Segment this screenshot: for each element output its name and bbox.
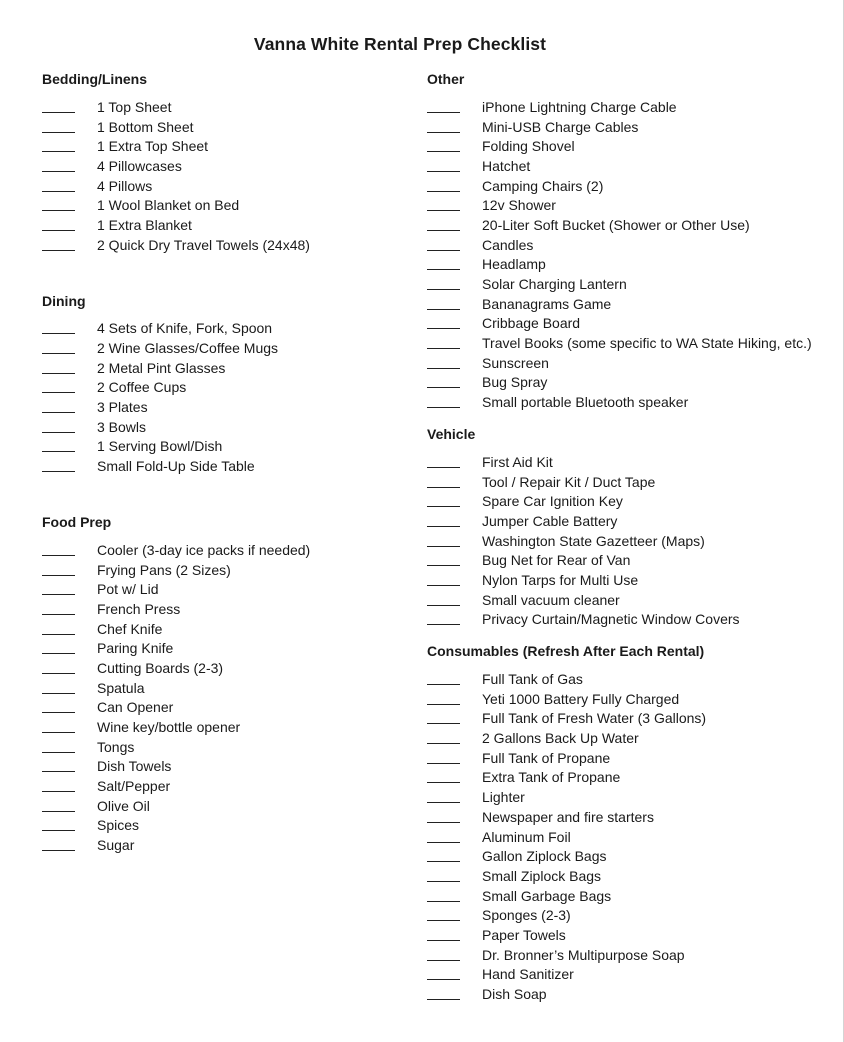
checkbox-blank-line[interactable] xyxy=(427,968,460,980)
checklist-item xyxy=(42,579,412,599)
checkbox-blank-line[interactable] xyxy=(427,613,460,625)
checklist-item xyxy=(42,456,412,476)
checklist-item-label: Extra Tank of Propane xyxy=(482,769,621,786)
checkbox-blank-line[interactable] xyxy=(42,342,75,354)
checklist-item xyxy=(42,599,412,619)
checklist-item xyxy=(42,136,412,156)
checklist-item xyxy=(42,235,412,255)
checkbox-blank-line[interactable] xyxy=(427,456,460,468)
checklist-item-label: 4 Pillows xyxy=(97,177,153,194)
checklist-item-label: Tool / Repair Kit / Duct Tape xyxy=(482,473,656,490)
checkbox-blank-line[interactable] xyxy=(42,701,75,713)
checkbox-blank-line[interactable] xyxy=(42,101,75,113)
section-other xyxy=(427,68,837,412)
checkbox-blank-line[interactable] xyxy=(427,476,460,488)
checklist-item-label: Full Tank of Propane xyxy=(482,749,611,766)
checklist-item xyxy=(427,117,837,137)
checkbox-blank-line[interactable] xyxy=(42,544,75,556)
checklist xyxy=(427,452,837,629)
checklist-item xyxy=(427,965,837,985)
checklist-item-label: Cribbage Board xyxy=(482,315,581,332)
checklist-item xyxy=(427,392,837,412)
checkbox-blank-line[interactable] xyxy=(42,642,75,654)
checklist-item-label: Cutting Boards (2-3) xyxy=(97,659,224,676)
checklist-item xyxy=(42,757,412,777)
checklist-item xyxy=(42,417,412,437)
checklist-item xyxy=(427,905,837,925)
checklist-item xyxy=(427,452,837,472)
checklist-item xyxy=(427,689,837,709)
checkbox-blank-line[interactable] xyxy=(427,870,460,882)
checkbox-blank-line[interactable] xyxy=(427,693,460,705)
checklist-item-label: 2 Quick Dry Travel Towels (24x48) xyxy=(97,236,310,253)
checklist-item xyxy=(427,195,837,215)
checklist-item-label: Frying Pans (2 Sizes) xyxy=(97,561,231,578)
checklist-item xyxy=(42,796,412,816)
checklist-item xyxy=(427,866,837,886)
checkbox-blank-line[interactable] xyxy=(427,890,460,902)
checkbox-blank-line[interactable] xyxy=(427,495,460,507)
checklist-item xyxy=(427,807,837,827)
checklist-item-label: Chef Knife xyxy=(97,620,163,637)
checklist-item-label: Pot w/ Lid xyxy=(97,581,159,598)
checklist-item-label: Mini-USB Charge Cables xyxy=(482,118,639,135)
checklist-item xyxy=(42,560,412,580)
checkbox-blank-line[interactable] xyxy=(427,376,460,388)
checkbox-blank-line[interactable] xyxy=(427,219,460,231)
checkbox-blank-line[interactable] xyxy=(427,515,460,527)
checkbox-blank-line[interactable] xyxy=(427,258,460,270)
checklist-item xyxy=(427,491,837,511)
checklist-item xyxy=(427,472,837,492)
checklist-item-label: 1 Top Sheet xyxy=(97,98,172,115)
checklist-item xyxy=(427,570,837,590)
checklist-item-label: Candles xyxy=(482,236,534,253)
checklist-item-label: Headlamp xyxy=(482,256,546,273)
checkbox-blank-line[interactable] xyxy=(427,949,460,961)
checklist-item-label: Bug Net for Rear of Van xyxy=(482,552,631,569)
checkbox-blank-line[interactable] xyxy=(427,121,460,133)
section-bedding-linens xyxy=(42,68,412,255)
checklist-item-label: Can Opener xyxy=(97,699,174,716)
right-column xyxy=(427,68,837,1004)
checklist-item-label: Aluminum Foil xyxy=(482,828,571,845)
checkbox-blank-line[interactable] xyxy=(427,811,460,823)
checklist-item-label: Travel Books (some specific to WA State Hiking, etc.) xyxy=(482,335,812,352)
checkbox-blank-line[interactable] xyxy=(427,140,460,152)
checklist-item xyxy=(42,678,412,698)
checkbox-blank-line[interactable] xyxy=(42,239,75,251)
checkbox-blank-line[interactable] xyxy=(427,199,460,211)
checkbox-blank-line[interactable] xyxy=(42,780,75,792)
page-title: Vanna White Rental Prep Checklist xyxy=(253,33,547,54)
checklist-item xyxy=(427,274,837,294)
checkbox-blank-line[interactable] xyxy=(42,121,75,133)
checklist-item xyxy=(42,776,412,796)
checkbox-blank-line[interactable] xyxy=(42,381,75,393)
checkbox-blank-line[interactable] xyxy=(42,362,75,374)
checklist-item xyxy=(427,925,837,945)
checkbox-blank-line[interactable] xyxy=(427,298,460,310)
checklist-item xyxy=(42,737,412,757)
checkbox-blank-line[interactable] xyxy=(42,819,75,831)
checklist-item xyxy=(427,550,837,570)
checklist-item-label: 1 Extra Top Sheet xyxy=(97,138,209,155)
checklist xyxy=(42,540,412,855)
checkbox-blank-line[interactable] xyxy=(42,741,75,753)
checklist-item xyxy=(427,748,837,768)
checklist-item xyxy=(427,255,837,275)
checklist-item-label: Paper Towels xyxy=(482,926,566,943)
checkbox-blank-line[interactable] xyxy=(427,791,460,803)
checklist-item-label: Camping Chairs (2) xyxy=(482,177,604,194)
checklist-item-label: 1 Extra Blanket xyxy=(97,216,192,233)
checkbox-blank-line[interactable] xyxy=(427,732,460,744)
checklist-item-label: 2 Metal Pint Glasses xyxy=(97,359,226,376)
section-vehicle xyxy=(427,423,837,629)
checklist-item-label: 3 Plates xyxy=(97,399,148,416)
checklist-item-label: 1 Bottom Sheet xyxy=(97,118,194,135)
checklist-item xyxy=(427,294,837,314)
checklist-item-label: Full Tank of Gas xyxy=(482,671,583,688)
checkbox-blank-line[interactable] xyxy=(427,317,460,329)
checklist-item-label: Paring Knife xyxy=(97,640,174,657)
checklist-item xyxy=(427,353,837,373)
checklist-item-label: Small vacuum cleaner xyxy=(482,591,620,608)
checklist-item xyxy=(427,97,837,117)
checklist-item xyxy=(42,319,412,339)
checklist-item-label: Full Tank of Fresh Water (3 Gallons) xyxy=(482,710,707,727)
checklist-item-label: Salt/Pepper xyxy=(97,778,171,795)
checklist-item-label: Gallon Ziplock Bags xyxy=(482,848,607,865)
checklist-item xyxy=(42,195,412,215)
checkbox-blank-line[interactable] xyxy=(42,662,75,674)
checkbox-blank-line[interactable] xyxy=(427,712,460,724)
checklist-item-label: Small Ziplock Bags xyxy=(482,867,602,884)
checklist-item-label: Sponges (2-3) xyxy=(482,907,571,924)
checkbox-blank-line[interactable] xyxy=(42,180,75,192)
checklist-item-label: Spare Car Ignition Key xyxy=(482,493,623,510)
checklist-item xyxy=(42,717,412,737)
checklist-item-label: Spices xyxy=(97,817,140,834)
checkbox-blank-line[interactable] xyxy=(427,239,460,251)
section-heading: Vehicle xyxy=(427,426,476,442)
checklist-item xyxy=(427,176,837,196)
checklist-item-label: 2 Coffee Cups xyxy=(97,379,187,396)
checklist-item-label: Dish Soap xyxy=(482,986,547,1003)
checkbox-blank-line[interactable] xyxy=(42,440,75,452)
checklist-item-label: Wine key/bottle opener xyxy=(97,719,241,736)
section-heading: Consumables (Refresh After Each Rental) xyxy=(427,643,705,660)
checklist-item-label: Dish Towels xyxy=(97,758,172,775)
checklist-item-label: Dr. Bronner’s Multipurpose Soap xyxy=(482,946,685,963)
section-heading: Bedding/Linens xyxy=(42,71,147,87)
checklist-item-label: 20-Liter Soft Bucket (Shower or Other Use) xyxy=(482,216,750,233)
checklist-item-label: Cooler (3-day ice packs if needed) xyxy=(97,541,311,558)
checkbox-blank-line[interactable] xyxy=(427,988,460,1000)
checkbox-blank-line[interactable] xyxy=(42,623,75,635)
checklist-item-label: Nylon Tarps for Multi Use xyxy=(482,571,639,588)
checkbox-blank-line[interactable] xyxy=(42,219,75,231)
checklist-item-label: Bananagrams Game xyxy=(482,295,612,312)
checkbox-blank-line[interactable] xyxy=(42,682,75,694)
checklist-item xyxy=(427,235,837,255)
checklist-item-label: Jumper Cable Battery xyxy=(482,512,618,529)
checkbox-blank-line[interactable] xyxy=(42,199,75,211)
checkbox-blank-line[interactable] xyxy=(427,771,460,783)
checklist-item xyxy=(427,590,837,610)
checkbox-blank-line[interactable] xyxy=(42,564,75,576)
checklist-item xyxy=(427,314,837,334)
checklist-item-label: Privacy Curtain/Magnetic Window Covers xyxy=(482,611,740,628)
checklist-item-label: Hand Sanitizer xyxy=(482,966,574,983)
section-consumables xyxy=(427,640,837,1004)
section-dining xyxy=(42,290,412,477)
checklist-item-label: 2 Gallons Back Up Water xyxy=(482,730,639,747)
checkbox-blank-line[interactable] xyxy=(427,101,460,113)
checklist-item xyxy=(427,846,837,866)
section-food-prep xyxy=(42,511,412,855)
left-column xyxy=(42,68,412,855)
checklist-item xyxy=(42,835,412,855)
checklist-item xyxy=(427,610,837,630)
checklist-item xyxy=(427,136,837,156)
checkbox-blank-line[interactable] xyxy=(427,574,460,586)
checklist-item-label: First Aid Kit xyxy=(482,453,553,470)
checkbox-blank-line[interactable] xyxy=(427,594,460,606)
checklist-item xyxy=(427,886,837,906)
checklist xyxy=(42,97,412,255)
checkbox-blank-line[interactable] xyxy=(427,850,460,862)
checklist-item-label: Newspaper and fire starters xyxy=(482,808,654,825)
checklist-item xyxy=(42,215,412,235)
checklist-item xyxy=(427,373,837,393)
checklist-item xyxy=(42,397,412,417)
checklist-item xyxy=(42,658,412,678)
checklist-item xyxy=(427,709,837,729)
checklist-item-label: iPhone Lightning Charge Cable xyxy=(482,98,677,115)
checklist-item xyxy=(427,945,837,965)
checklist-item xyxy=(42,97,412,117)
checkbox-blank-line[interactable] xyxy=(42,839,75,851)
checkbox-blank-line[interactable] xyxy=(42,760,75,772)
checkbox-blank-line[interactable] xyxy=(427,554,460,566)
checkbox-blank-line[interactable] xyxy=(427,396,460,408)
checklist-item-label: French Press xyxy=(97,600,181,617)
checklist xyxy=(427,97,837,412)
checklist-item-label: 3 Bowls xyxy=(97,418,147,435)
checklist-item-label: Spatula xyxy=(97,679,145,696)
checklist-item xyxy=(427,215,837,235)
checklist-item xyxy=(427,984,837,1004)
checklist-item xyxy=(427,827,837,847)
checklist xyxy=(42,319,412,477)
checkbox-blank-line[interactable] xyxy=(427,831,460,843)
checklist-item-label: 2 Wine Glasses/Coffee Mugs xyxy=(97,340,279,357)
checklist-item-label: 1 Serving Bowl/Dish xyxy=(97,438,223,455)
checklist-item xyxy=(42,638,412,658)
checklist-item xyxy=(427,768,837,788)
checkbox-blank-line[interactable] xyxy=(42,721,75,733)
checkbox-blank-line[interactable] xyxy=(427,357,460,369)
checklist-item-label: Folding Shovel xyxy=(482,138,575,155)
checklist-item-label: Small Garbage Bags xyxy=(482,887,612,904)
checkbox-blank-line[interactable] xyxy=(42,322,75,334)
checkbox-blank-line[interactable] xyxy=(42,583,75,595)
checklist-item-label: 12v Shower xyxy=(482,197,556,214)
checklist-item-label: Small Fold-Up Side Table xyxy=(97,458,255,475)
checkbox-blank-line[interactable] xyxy=(427,673,460,685)
checkbox-blank-line[interactable] xyxy=(427,278,460,290)
checklist-item-label: Yeti 1000 Battery Fully Charged xyxy=(482,690,680,707)
checklist-item-label: 4 Pillowcases xyxy=(97,157,182,174)
checklist-item xyxy=(427,728,837,748)
checklist-item-label: Bug Spray xyxy=(482,374,548,391)
checklist xyxy=(427,669,837,1004)
checklist-item-label: Tongs xyxy=(97,738,135,755)
checkbox-blank-line[interactable] xyxy=(427,535,460,547)
checklist-item xyxy=(42,540,412,560)
checklist-item xyxy=(42,176,412,196)
checklist-item-label: Sugar xyxy=(97,837,135,854)
checkbox-blank-line[interactable] xyxy=(42,603,75,615)
section-heading: Food Prep xyxy=(42,514,112,530)
checkbox-blank-line[interactable] xyxy=(42,460,75,472)
checklist-item xyxy=(42,619,412,639)
checklist-item-label: Hatchet xyxy=(482,157,531,174)
checkbox-blank-line[interactable] xyxy=(427,180,460,192)
checklist-item xyxy=(42,437,412,457)
checklist-item xyxy=(427,787,837,807)
checkbox-blank-line[interactable] xyxy=(42,140,75,152)
checklist-item xyxy=(42,378,412,398)
checklist-item xyxy=(427,333,837,353)
section-heading: Dining xyxy=(42,292,86,309)
checkbox-blank-line[interactable] xyxy=(427,929,460,941)
checklist-item xyxy=(42,358,412,378)
checkbox-blank-line[interactable] xyxy=(427,160,460,172)
checkbox-blank-line[interactable] xyxy=(427,752,460,764)
checklist-item xyxy=(42,816,412,836)
checklist-item-label: Olive Oil xyxy=(97,797,150,814)
checklist-item xyxy=(427,531,837,551)
checkbox-blank-line[interactable] xyxy=(427,909,460,921)
checkbox-blank-line[interactable] xyxy=(42,800,75,812)
checklist-item xyxy=(427,511,837,531)
checkbox-blank-line[interactable] xyxy=(42,160,75,172)
checklist-item xyxy=(427,156,837,176)
checklist-item-label: Small portable Bluetooth speaker xyxy=(482,394,689,411)
checklist-item-label: Lighter xyxy=(482,789,525,806)
checkbox-blank-line[interactable] xyxy=(42,401,75,413)
checklist-item-label: Sunscreen xyxy=(482,354,549,371)
checkbox-blank-line[interactable] xyxy=(42,421,75,433)
checklist-item-label: Solar Charging Lantern xyxy=(482,276,627,293)
checklist-item xyxy=(42,338,412,358)
checklist-item xyxy=(42,156,412,176)
section-heading: Other xyxy=(427,71,465,87)
checklist-item xyxy=(42,698,412,718)
checklist-item-label: 1 Wool Blanket on Bed xyxy=(97,197,240,214)
checklist-item-label: Washington State Gazetteer (Maps) xyxy=(482,532,705,549)
checkbox-blank-line[interactable] xyxy=(427,337,460,349)
checklist-item-label: 4 Sets of Knife, Fork, Spoon xyxy=(97,320,273,337)
checklist-item xyxy=(42,117,412,137)
checklist-item xyxy=(427,669,837,689)
